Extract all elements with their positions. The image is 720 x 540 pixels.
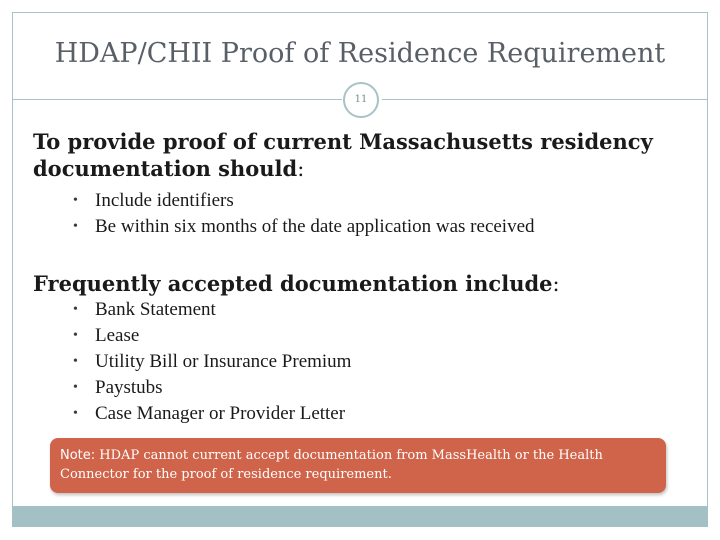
list-item [55, 349, 351, 375]
page-number-badge: 11 [343, 82, 379, 118]
list-item-text: Bank Statement [95, 299, 216, 320]
list-item-text: Utility Bill or Insurance Premium [95, 351, 352, 372]
list-item [55, 375, 351, 401]
list-item-text: Paystubs [95, 377, 163, 398]
list-item-text: Include identifiers [95, 190, 234, 211]
bullet-icon: • [73, 193, 78, 208]
bullet-icon: • [73, 302, 78, 317]
section-heading-residency-text: To provide proof of current Massachusetts residency documentation should [33, 129, 653, 181]
slide-title: HDAP/CHII Proof of Residence Requirement [54, 38, 666, 69]
footer-bar [12, 506, 708, 527]
section-heading-accepted-docs [33, 270, 693, 298]
list-item-text: Case Manager or Provider Letter [95, 403, 346, 424]
list-item-text: Lease [95, 325, 140, 346]
note-callout [50, 438, 666, 493]
list-item-text: Be within six months of the date application was received [95, 216, 535, 237]
title-divider-left [12, 99, 342, 100]
residency-requirements-list [55, 188, 535, 240]
list-item [55, 323, 351, 349]
bullet-icon: • [73, 354, 78, 369]
list-item [55, 188, 535, 214]
list-item [55, 214, 535, 240]
accepted-documents-list [55, 297, 351, 427]
heading-colon: : [297, 157, 305, 181]
section-heading-residency [33, 128, 673, 183]
heading-colon: : [552, 272, 560, 296]
bullet-icon: • [73, 328, 78, 343]
bullet-icon: • [73, 380, 78, 395]
list-item [55, 401, 351, 427]
list-item [55, 297, 351, 323]
bullet-icon: • [73, 406, 78, 421]
bullet-icon: • [73, 219, 78, 234]
note-text: HDAP cannot current accept documentation from MassHealth or the Health Connector for the proof of residence requirement. [60, 448, 603, 482]
title-divider-right [382, 99, 708, 100]
note-label: Note: [60, 448, 96, 463]
section-heading-accepted-docs-text: Frequently accepted documentation include [33, 271, 553, 296]
